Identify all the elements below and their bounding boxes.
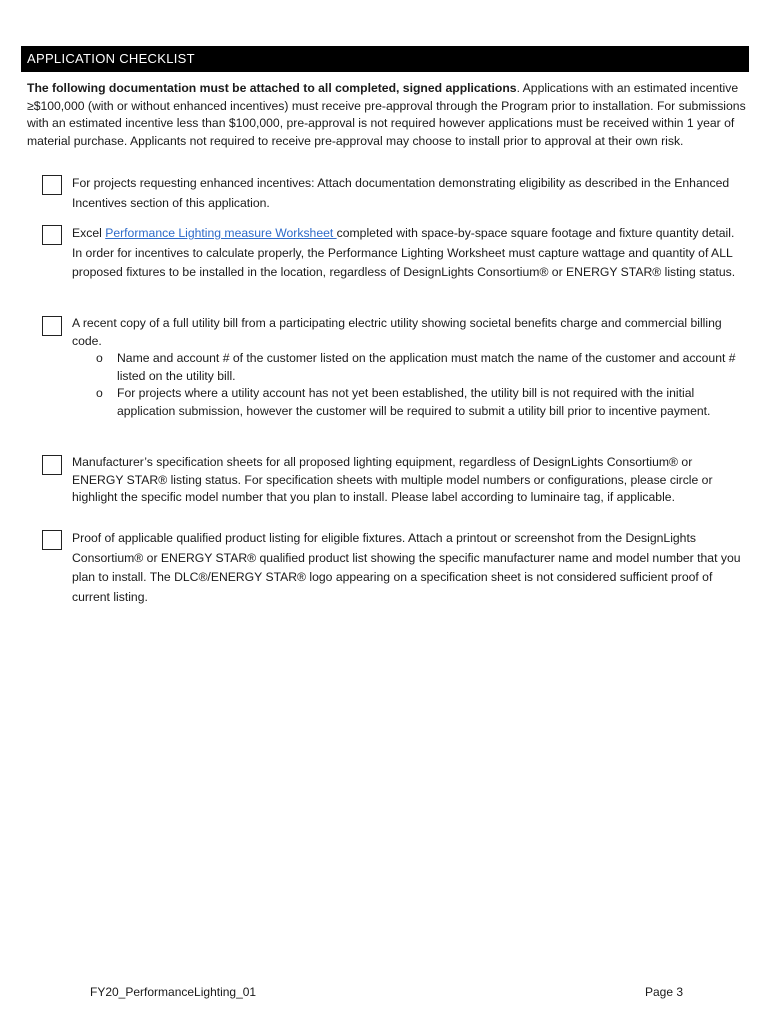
- bullet-icon: o: [96, 386, 103, 400]
- spec-sheets-checkbox[interactable]: [42, 455, 62, 475]
- checklist-item-text: For projects requesting enhanced incentives: Attach documentation demonstrating eligibility as described in the Enhanced Incentives section of this application.: [72, 176, 730, 210]
- worksheet-prefix: Excel: [72, 226, 106, 240]
- enhanced-incentives-checkbox[interactable]: [42, 175, 62, 195]
- sub-item: o For projects where a utility account has not yet been established, the utility bill is not required with the initial application submission, however the customer will be required to submit a utility bill prior to incentive payment.: [96, 386, 711, 418]
- checklist-item-text: Manufacturer’s specification sheets for all proposed lighting equipment, regardless of DesignLights Consortium® or ENERGY STAR® listing status. For specification sheets with multiple model numbers or configurations, please circle or highlight the specific model number that you plan to install. Please label according to luminaire tag, if applicable.: [72, 455, 713, 504]
- intro-paragraph: [27, 80, 749, 150]
- bullet-icon: o: [96, 351, 103, 365]
- worksheet-checkbox[interactable]: [42, 225, 62, 245]
- footer-page-number: Page 3: [645, 985, 684, 999]
- worksheet-link[interactable]: Performance Lighting measure Worksheet: [105, 226, 337, 240]
- qualified-listing-checkbox[interactable]: [42, 530, 62, 550]
- sub-item: o Name and account # of the customer listed on the application must match the name of the customer and account # listed on the utility bill.: [96, 351, 736, 383]
- utility-bill-checkbox[interactable]: [42, 316, 62, 336]
- checklist-item-text: [72, 315, 745, 420]
- intro-bold: The following documentation must be attached to all completed, signed applications: [27, 81, 517, 95]
- intro-rest: . Applications with an estimated incentive ≥$100,000 (with or without enhanced incentives) must receive pre-approval through the Program prior to installation. For submissions with an estimated incentive less than $100,000, pre-approval is not required however applications must be received within 1 year of material purchase. Applicants not required to receive pre-approval may choose to install prior to approval at their own risk.: [27, 81, 746, 148]
- utility-bill-subitems: [72, 350, 745, 420]
- worksheet-suffix: completed with space-by-space square footage and fixture quantity detail. In order for incentives to calculate properly, the Performance Lighting Worksheet must capture wattage and quantity of ALL proposed fixtures to be installed in the location, regardless of DesignLights Consortium® or ENERGY STAR® listing status.: [72, 226, 736, 279]
- footer-doc-id: FY20_PerformanceLighting_01: [90, 985, 257, 999]
- section-header: APPLICATION CHECKLIST: [21, 46, 749, 72]
- checklist-item-text: [72, 224, 745, 283]
- checklist-item-text: Proof of applicable qualified product listing for eligible fixtures. Attach a printout or screenshot from the DesignLights Consortium® or ENERGY STAR® qualified product list showing the specific manufacturer name and model number that you plan to install. The DLC®/ENERGY STAR® logo appearing on a specification sheet is not considered sufficient proof of current listing.: [72, 531, 741, 604]
- utility-bill-text: A recent copy of a full utility bill from a participating electric utility showing societal benefits charge and commercial billing code.: [72, 316, 722, 348]
